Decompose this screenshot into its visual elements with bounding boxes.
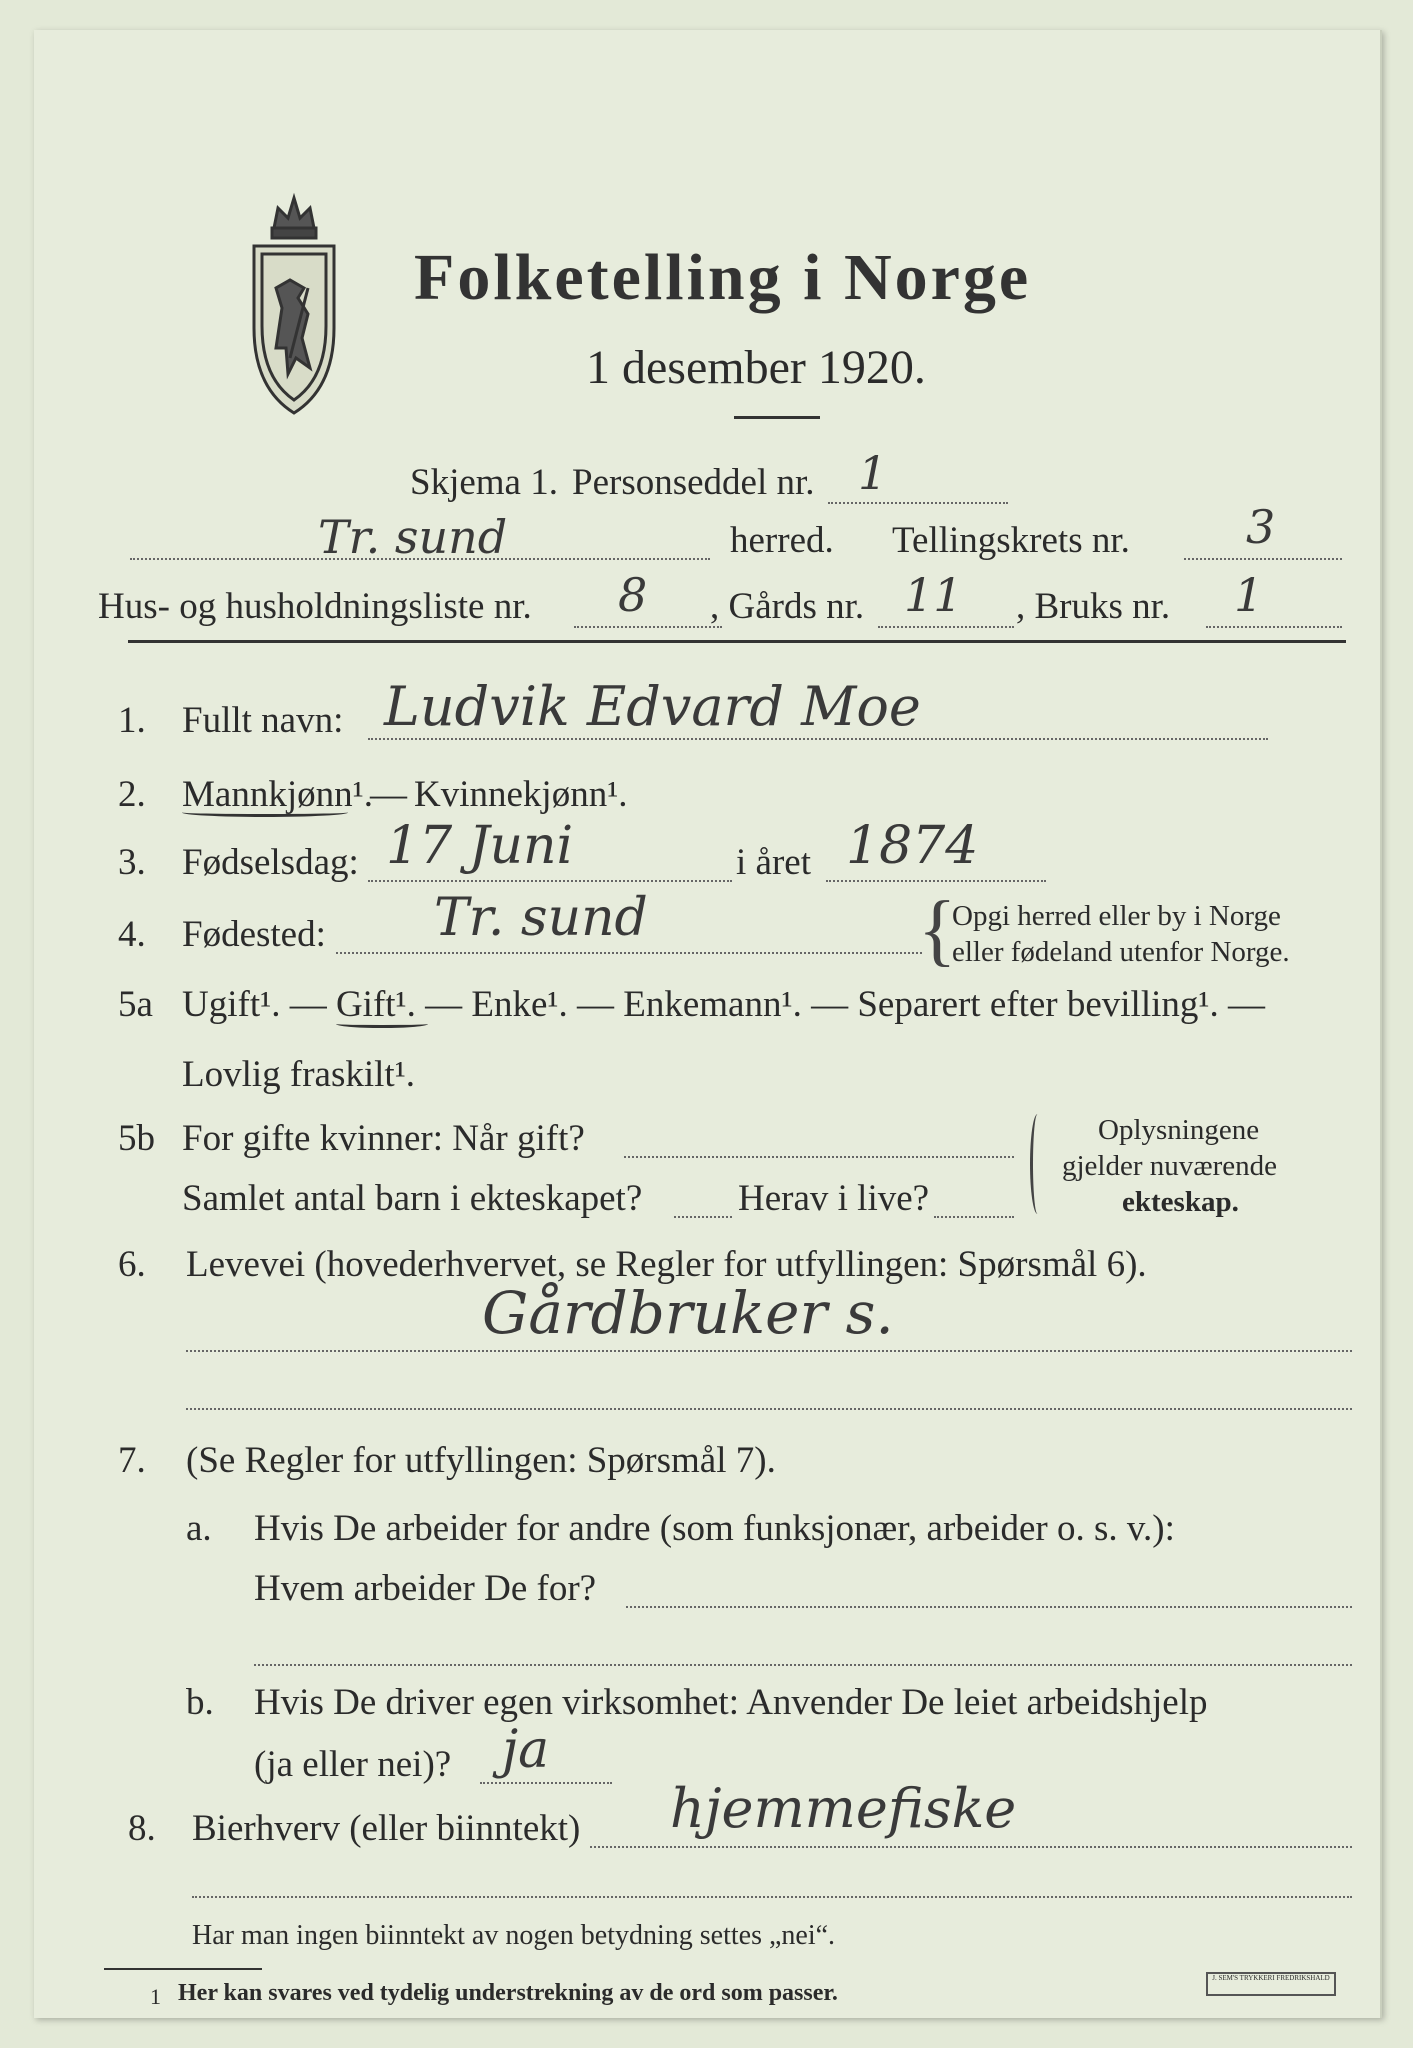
coat-of-arms-icon — [246, 188, 342, 418]
q7b-letter: b. — [186, 1682, 214, 1723]
footer-note: Har man ingen biinntekt av nogen betydning settes „nei“. — [192, 1920, 836, 1951]
q5b-note-line2: gjelder nuværende — [1062, 1150, 1278, 1182]
q5b-children-line — [674, 1216, 732, 1218]
q3-year-value: 1874 — [846, 816, 979, 876]
footnote-text: Her kan svares ved tydelig understrekning av de ord som passer. — [178, 1980, 838, 2006]
q6-value: Gårdbruker s. — [482, 1279, 894, 1347]
q5b-bracket — [1030, 1114, 1045, 1214]
footnote-rule — [104, 1968, 262, 1970]
schema-label: Skjema 1. — [410, 462, 558, 503]
q7-number: 7. — [118, 1440, 146, 1481]
q8-label: Bierhverv (eller biinntekt) — [192, 1808, 581, 1849]
q4-brace: { — [918, 886, 957, 974]
tellingskrets-line — [1184, 558, 1342, 560]
q5b-married-line — [624, 1156, 1014, 1158]
q4-label: Fødested: — [182, 914, 326, 955]
q2-male: Mannkjønn¹. — [182, 774, 373, 815]
q2-male-underline — [182, 808, 348, 817]
q5a-options: Ugift¹. — Gift¹. — Enke¹. — Enkemann¹. — Separert efter bevilling¹. — — [182, 984, 1265, 1025]
q3-year-line — [826, 880, 1046, 882]
herred-value: Tr. sund — [318, 510, 508, 564]
hus-label: Hus- og husholdningsliste nr. — [98, 586, 532, 627]
q7b-line2: (ja eller nei)? — [254, 1744, 452, 1785]
census-form — [34, 30, 1382, 2018]
q1-value: Ludvik Edvard Moe — [384, 675, 921, 738]
q3-day-line — [368, 880, 732, 882]
herred-label: herred. — [730, 520, 834, 561]
q4-value: Tr. sund — [434, 888, 648, 948]
q5b-note-line1: Oplysningene — [1098, 1114, 1260, 1146]
q7a-line2: Hvem arbeider De for? — [254, 1568, 597, 1609]
q7a-line1: Hvis De arbeider for andre (som funksjonær, arbeider o. s. v.): — [254, 1508, 1175, 1549]
q7b-value: ja — [502, 1720, 550, 1780]
q3-year-label: i året — [736, 842, 811, 883]
q4-note-line1: Opgi herred eller by i Norge — [952, 900, 1281, 932]
q8-line-extra — [192, 1896, 1352, 1898]
q5a-options-line2: Lovlig fraskilt¹. — [182, 1054, 416, 1095]
q5b-children-label: Samlet antal barn i ekteskapet? — [182, 1178, 643, 1219]
q5b-number: 5b — [118, 1118, 155, 1159]
q5b-married-label: For gifte kvinner: Når gift? — [182, 1118, 585, 1159]
bruks-value: 1 — [1234, 568, 1264, 622]
q5b-alive-label: Herav i live? — [738, 1178, 930, 1219]
q6-line1 — [186, 1350, 1352, 1352]
q1-number: 1. — [118, 700, 146, 741]
personseddel-line — [828, 502, 1008, 504]
q8-line — [590, 1846, 1352, 1848]
personseddel-value: 1 — [858, 446, 888, 500]
title-divider — [734, 416, 820, 419]
q8-value: hjemmefiske — [670, 1777, 1017, 1840]
q6-line2 — [186, 1408, 1352, 1410]
hus-value: 8 — [618, 568, 648, 622]
q7a-letter: a. — [186, 1508, 212, 1549]
q1-line — [368, 738, 1268, 740]
q5b-alive-line — [934, 1216, 1014, 1218]
q4-line — [336, 952, 922, 954]
q7-label: (Se Regler for utfyllingen: Spørsmål 7). — [186, 1440, 776, 1481]
personseddel-label: Personseddel nr. — [572, 462, 815, 503]
hus-line — [574, 626, 722, 628]
gards-label: , Gårds nr. — [710, 586, 865, 627]
printer-stamp: J. SEM'S TRYKKERI FREDRIKSHALD — [1206, 1972, 1336, 1996]
q7b-line — [480, 1782, 612, 1784]
header-rule — [128, 640, 1346, 643]
q4-number: 4. — [118, 914, 146, 955]
q5a-number: 5a — [118, 984, 153, 1025]
q6-label: Levevei (hovederhvervet, se Regler for utfyllingen: Spørsmål 6). — [186, 1244, 1147, 1285]
q3-day-value: 17 Juni — [386, 816, 574, 876]
q2-number: 2. — [118, 774, 146, 815]
q5a-gift-underline — [336, 1020, 428, 1028]
q6-number: 6. — [118, 1244, 146, 1285]
gards-line — [878, 626, 1014, 628]
bruks-label: , Bruks nr. — [1016, 586, 1171, 627]
q8-number: 8. — [128, 1808, 156, 1849]
q7b-line1: Hvis De driver egen virksomhet: Anvender De leiet arbeidshjelp — [254, 1682, 1208, 1723]
q3-label: Fødselsdag: — [182, 842, 359, 883]
tellingskrets-label: Tellingskrets nr. — [892, 520, 1130, 561]
q4-note-line2: eller fødeland utenfor Norge. — [952, 936, 1290, 968]
q5b-note-line3: ekteskap. — [1122, 1186, 1239, 1218]
q2-female: Kvinnekjønn¹. — [414, 774, 628, 815]
form-title: Folketelling i Norge — [414, 241, 1032, 314]
bruks-line — [1206, 626, 1342, 628]
q7a-line — [626, 1606, 1352, 1608]
q7a-line-extra — [254, 1664, 1352, 1666]
q1-label: Fullt navn: — [182, 700, 344, 741]
form-date: 1 desember 1920. — [586, 341, 926, 394]
q2-separator: — — [370, 774, 407, 815]
gards-value: 11 — [904, 568, 963, 622]
tellingskrets-value: 3 — [1246, 500, 1276, 554]
footnote-mark: 1 — [150, 1984, 161, 2009]
q3-number: 3. — [118, 842, 146, 883]
